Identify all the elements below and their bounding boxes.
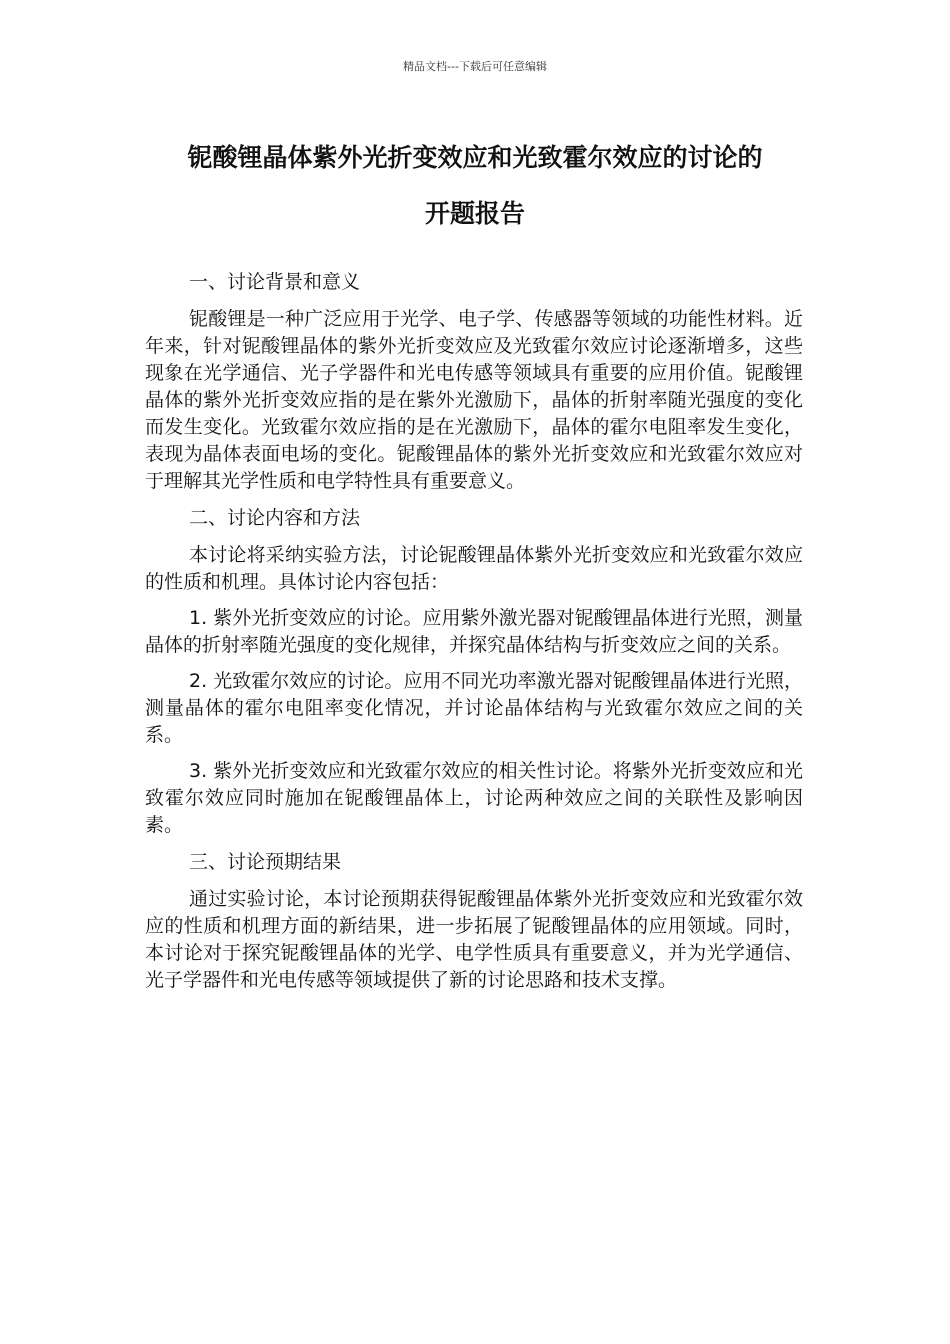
paragraph: 铌酸锂是一种广泛应用于光学、电子学、传感器等领域的功能性材料。近年来，针对铌酸锂晶体的紫外光折变效应及光致霍尔效应讨论逐渐增多，这些现象在光学通信、光子学器件和光电传感等领域具有重要的应用价值。铌酸锂晶体的紫外光折变效应指的是在紫外光激励下，晶体的折射率随光强度的变化而发生变化。光致霍尔效应指的是在光激励下，晶体的霍尔电阻率发生变化，表现为晶体表面电场的变化。铌酸锂晶体的紫外光折变效应和光致霍尔效应对于理解其光学性质和电学特性具有重要意义。 [145,308,803,492]
section-heading: 三、讨论预期结果 [189,851,342,873]
section-heading: 一、讨论背景和意义 [189,271,361,293]
paragraph: 本讨论将采纳实验方法，讨论铌酸锂晶体紫外光折变效应和光致霍尔效应的性质和机理。具体讨论内容包括： [145,544,803,593]
section-heading: 二、讨论内容和方法 [189,507,361,529]
list-item: 3. 紫外光折变效应和光致霍尔效应的相关性讨论。将紫外光折变效应和光致霍尔效应同时施加在铌酸锂晶体上，讨论两种效应之间的关联性及影响因素。 [145,760,803,836]
paragraph: 通过实验讨论，本讨论预期获得铌酸锂晶体紫外光折变效应和光致霍尔效应的性质和机理方面的新结果，进一步拓展了铌酸锂晶体的应用领域。同时，本讨论对于探究铌酸锂晶体的光学、电学性质具有重要意义，并为光学通信、光子学器件和光电传感等领域提供了新的讨论思路和技术支撑。 [145,888,803,991]
list-item: 2. 光致霍尔效应的讨论。应用不同光功率激光器对铌酸锂晶体进行光照，测量晶体的霍尔电阻率变化情况，并讨论晶体结构与光致霍尔效应之间的关系。 [145,670,803,746]
section-background [145,268,803,495]
list-item: 1. 紫外光折变效应的讨论。应用紫外激光器对铌酸锂晶体进行光照，测量晶体的折射率随光强度的变化规律，并探究晶体结构与折变效应之间的关系。 [145,607,803,656]
document-title-line-2: 开题报告 [424,199,525,228]
section-content-methods [145,504,803,839]
section-expected-results [145,848,803,994]
document-body [145,268,803,1003]
page-header-note: 精品文档---下载后可任意编辑 [403,60,547,73]
document-title-line-1: 铌酸锂晶体紫外光折变效应和光致霍尔效应的讨论的 [187,143,763,172]
document-title [120,130,830,242]
